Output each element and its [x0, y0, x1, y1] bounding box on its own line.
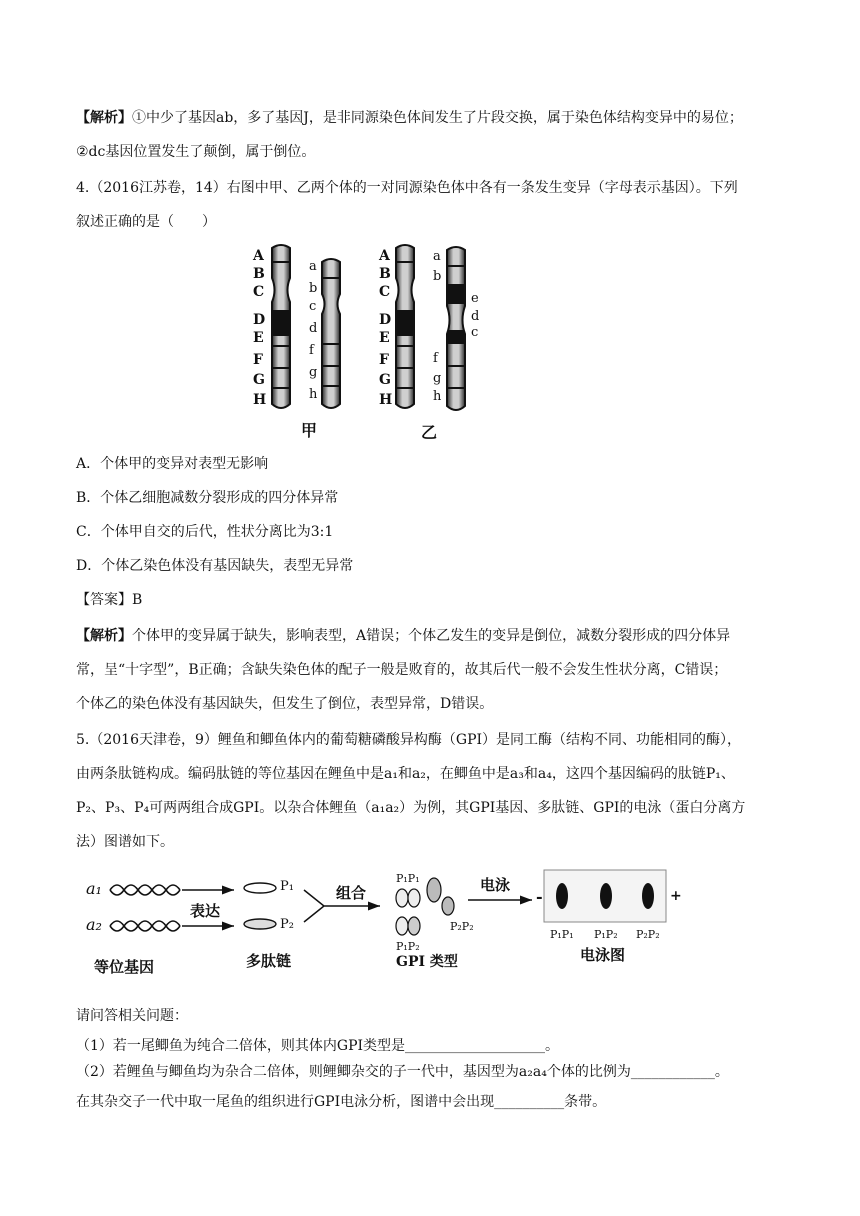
peptide-p2-icon: [244, 919, 276, 929]
express-label: 表达: [190, 902, 221, 920]
gpi-p1p2-label: P₁P₂: [396, 940, 420, 953]
jia-left-gene-B: B: [253, 266, 265, 282]
gpi-p2p2-icon-b: [442, 897, 454, 915]
jia-right-gene-g: g: [309, 365, 318, 380]
q5-line-2: 由两条肽链构成。编码肽链的等位基因在鲤鱼中是a₁和a₂，在鲫鱼中是a₃和a₄，这四个基因编码的肽链P₁、: [76, 766, 735, 782]
jia-left-gene-E: E: [253, 330, 264, 346]
jia-left-gene-C: C: [253, 284, 265, 300]
gpi-p1p1-label: P₁P₁: [396, 872, 420, 885]
q4-option-a: A．个体甲的变异对表型无影响: [76, 456, 269, 472]
analysis-line-1: [76, 108, 796, 128]
gpi-p1p2-icon: [396, 917, 408, 935]
jia-right-gene-c: c: [309, 299, 317, 314]
q4-answer: 【答案】B: [76, 592, 143, 608]
jia-right-gene-h: h: [309, 387, 318, 402]
q5-sub-2b: 在其杂交子一代中取一尾鱼的组织进行GPI电泳分析，图谱中会出现__________条带。: [76, 1094, 607, 1110]
label-yi: 乙: [421, 423, 438, 440]
gene-a1: a₁: [86, 879, 102, 898]
q4-option-b: B．个体乙细胞减数分裂形成的四分体异常: [76, 490, 339, 506]
peptide-p2-label: P₂: [280, 917, 294, 932]
yi-left-gene-G: G: [379, 372, 391, 388]
analysis-line-2: ②dc基因位置发生了颠倒，属于倒位。: [76, 144, 316, 160]
yi-right-chromosome: [447, 247, 465, 410]
caption-electro: 电泳图: [580, 946, 626, 964]
band-p2p2: [642, 883, 654, 909]
q4-analysis-label: 【解析】: [76, 628, 132, 644]
q4-stem-line-1: 4.（2016江苏卷，14）右图中甲、乙两个体的一对同源染色体中各有一条发生变异（字母表示基因）。下列: [76, 180, 738, 196]
yi-left-gene-B: B: [379, 266, 391, 282]
analysis-text: ①中少了基因ab，多了基因J，是非同源染色体间发生了片段交换，属于染色体结构变异中的易位；: [132, 110, 743, 126]
gpi-electrophoresis-figure: [84, 860, 724, 982]
gene-a2: a₂: [86, 915, 102, 934]
q4-analysis-line-2: 常，呈“十字型”，B正确；含缺失染色体的配子一般是败育的，故其后代一般不会发生性状分离，C错误；: [76, 662, 728, 678]
gel-minus: -: [536, 887, 543, 906]
band-p1p1-label: P₁P₁: [550, 928, 574, 941]
yi-right-gene-c: c: [471, 325, 479, 340]
q5-sub-1: （1）若一尾鲫鱼为纯合二倍体，则其体内GPI类型是____________________。: [76, 1038, 560, 1054]
caption-gpi-type: GPI 类型: [396, 954, 458, 970]
yi-right-gene-e: e: [471, 291, 479, 306]
peptide-p1-label: P₁: [280, 879, 294, 894]
q4-stem-line-2: 叙述正确的是（ ）: [76, 214, 216, 230]
yi-left-chromosome: [396, 245, 414, 408]
jia-left-gene-D: D: [253, 312, 266, 328]
yi-right-gene-h: h: [433, 389, 442, 404]
yi-left-gene-A: A: [379, 248, 390, 264]
yi-right-gene-g: g: [433, 371, 442, 386]
jia-right-gene-a: a: [309, 259, 317, 274]
q4-option-c: C．个体甲自交的后代，性状分离比为3:1: [76, 524, 334, 540]
gpi-p2p2-label: P₂P₂: [450, 920, 474, 933]
jia-left-gene-F: F: [253, 352, 263, 368]
chromosome-figure: [245, 240, 495, 440]
jia-left-gene-G: G: [253, 372, 265, 388]
q5-ask: 请问答相关问题：: [76, 1008, 188, 1024]
q5-line-1: 5.（2016天津卷，9）鲤鱼和鲫鱼体内的葡萄糖磷酸异构酶（GPI）是同工酶（结构不同、功能相同的酶），: [76, 732, 742, 748]
gpi-p1p1-icon-b: [408, 889, 420, 907]
jia-right-gene-b: b: [309, 281, 318, 296]
jia-left-chromosome: [272, 245, 290, 408]
yi-left-gene-E: E: [379, 330, 390, 346]
band-p2p2-label: P₂P₂: [636, 928, 660, 941]
band-p1p2-label: P₁P₂: [594, 928, 618, 941]
band-p1p2: [600, 883, 612, 909]
gpi-p1p2-icon-b: [408, 917, 420, 935]
yi-left-gene-H: H: [379, 392, 393, 408]
q4-analysis-line-1: [76, 626, 796, 646]
caption-allele: 等位基因: [94, 958, 155, 976]
q4-option-d: D．个体乙染色体没有基因缺失，表型无异常: [76, 558, 354, 574]
q5-line-3: P₂、P₃、P₄可两两组合成GPI。以杂合体鲤鱼（a₁a₂）为例，其GPI基因、多肽链、GPI的电泳（蛋白分离方: [76, 800, 746, 816]
gel-plus: +: [670, 888, 682, 904]
jia-left-gene-H: H: [253, 392, 267, 408]
caption-peptide: 多肽链: [246, 952, 292, 970]
yi-left-gene-D: D: [379, 312, 392, 328]
jia-right-gene-f: f: [309, 343, 314, 358]
q4-analysis-line-3: 个体乙的染色体没有基因缺失，但发生了倒位，表型异常，D错误。: [76, 696, 494, 712]
label-jia: 甲: [301, 421, 318, 440]
jia-right-gene-d: d: [309, 321, 318, 336]
q5-sub-2: （2）若鲤鱼与鲫鱼均为杂合二倍体，则鲤鲫杂交的子一代中，基因型为a₂a₄个体的比例为____________。: [76, 1064, 729, 1080]
electro-label: 电泳: [480, 876, 511, 894]
yi-right-gene-f: f: [433, 351, 438, 366]
jia-right-chromosome: [322, 259, 340, 408]
yi-left-gene-F: F: [379, 352, 389, 368]
yi-left-gene-C: C: [379, 284, 391, 300]
combine-label: 组合: [336, 884, 367, 902]
dna-helix-a1: [110, 885, 180, 895]
dna-helix-a2: [110, 921, 180, 931]
yi-right-gene-a: a: [433, 249, 441, 264]
analysis-label: 【解析】: [76, 110, 132, 126]
yi-right-gene-b: b: [433, 269, 442, 284]
q5-line-4: 法）图谱如下。: [76, 834, 174, 850]
peptide-p1-icon: [244, 883, 276, 893]
band-p1p1: [556, 883, 568, 909]
gpi-p2p2-icon: [427, 878, 441, 902]
gpi-p1p1-icon: [396, 889, 408, 907]
yi-right-gene-d: d: [471, 309, 480, 324]
q4-analysis-text: 个体甲的变异属于缺失，影响表型，A错误；个体乙发生的变异是倒位，减数分裂形成的四分体异: [132, 628, 731, 644]
jia-left-gene-A: A: [253, 248, 264, 264]
